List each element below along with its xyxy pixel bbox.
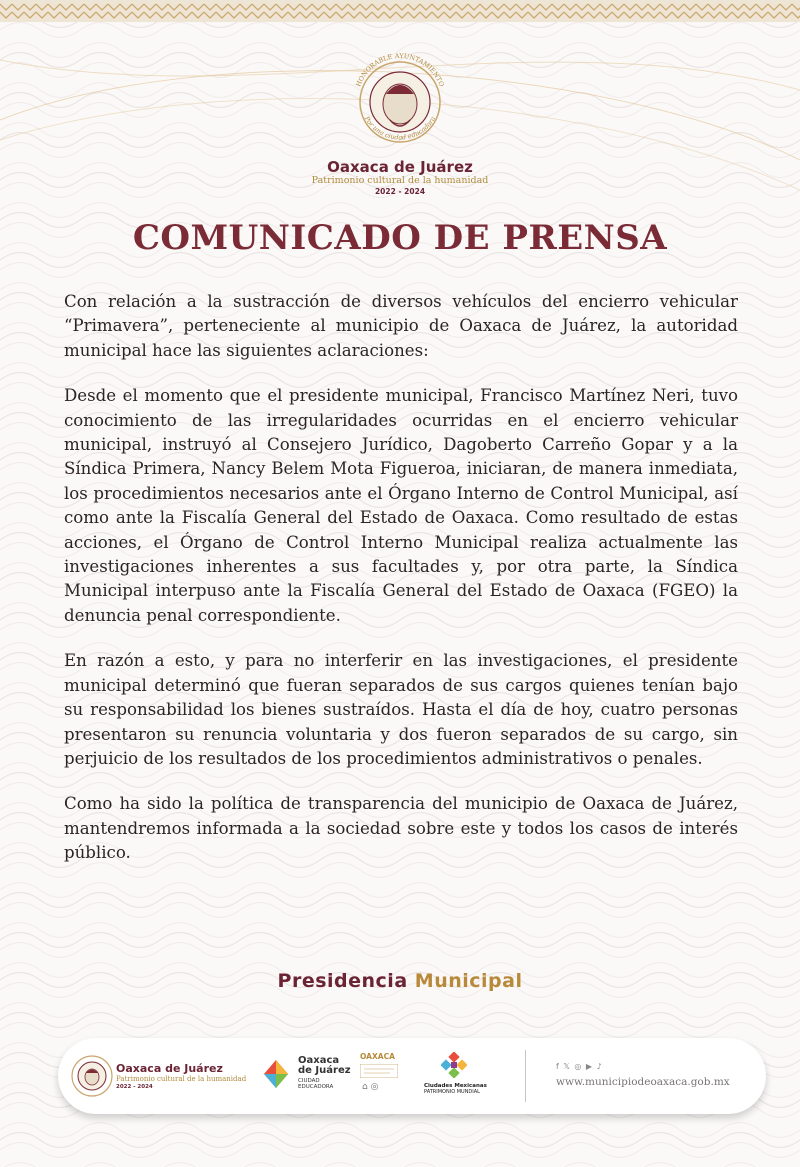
seal-ring-top-text: HONORABLE AYUNTAMIENTO: [354, 51, 446, 88]
seal-ring-bottom-text: Por una ciudad educadora: [362, 114, 438, 142]
educadora-line3: CIUDAD: [298, 1078, 320, 1084]
header-years: 2022 - 2024: [374, 187, 426, 196]
signature-part2: Municipal: [414, 970, 523, 992]
ciudades-mexicanas-line1: Ciudades Mexicanas: [424, 1083, 487, 1089]
paragraph: En razón a esto, y para no interferir en las investigaciones, el presidente municipal determinó que fueran separados de sus cargos quienes tenían bajo su responsabilidad los bienes sustraídos. Hasta el día de hoy, cuatro personas presentaron su renuncia voluntaria y dos fueron separados de su cargo, sin perjuicio de los resultados de los procedimientos administrativos o penales.: [64, 651, 738, 768]
unesco-title: OAXACA: [360, 1052, 395, 1061]
page-title: COMUNICADO DE PRENSA: [132, 218, 668, 258]
footer-city-name: Oaxaca de Juárez: [116, 1062, 223, 1075]
website-url-link[interactable]: www.municipiodeoaxaca.gob.mx: [556, 1076, 730, 1088]
paragraph: Desde el momento que el presidente municipal, Francisco Martínez Neri, tuvo conocimiento de las irregularidades ocurridas en el encierro vehicular municipal, instruyó al Consejero Jurídico, Dagoberto Carreño Gopar y a la Síndica Primera, Nancy Belem Mota Figueroa, iniciaran, de manera inmediata, los procedimientos necesarios ante el Órgano Interno de Control Municipal, así como ante la Fiscalía General del Estado de Oaxaca. Como resultado de estas acciones, el Órgano de Control Interno Municipal realiza actualmente las investigaciones inherentes a sus facultades y, por otra parte, la Síndica Municipal interpuso ante la Fiscalía General del Estado de Oaxaca (FGEO) la denuncia penal correspondiente.: [64, 386, 738, 625]
signature: [0, 970, 800, 992]
ciudad-educadora-logo-icon: [258, 1056, 294, 1092]
municipal-seal-icon: [340, 40, 460, 160]
educadora-line4: EDUCADORA: [298, 1084, 334, 1090]
signature-part1: Presidencia: [277, 970, 408, 992]
footer-years: 2022 - 2024: [116, 1084, 153, 1090]
paragraph: Como ha sido la política de transparencia del municipio de Oaxaca de Juárez, mantendremos informada a la sociedad sobre este y todos los casos de interés público.: [64, 794, 738, 863]
footer-divider: [525, 1050, 526, 1102]
social-media-icons[interactable]: f 𝕏 ◎ ▶ ♪: [556, 1062, 603, 1071]
educadora-line2: de Juárez: [298, 1065, 351, 1076]
header-city-name: Oaxaca de Juárez: [327, 158, 473, 176]
unesco-emblems-icon: ⌂ ◎: [362, 1082, 379, 1092]
unesco-heritage-icon: [360, 1064, 398, 1078]
footer-city-subtitle: Patrimonio cultural de la humanidad: [116, 1075, 247, 1083]
footer-logo-bar: [58, 1038, 766, 1114]
paragraph: Con relación a la sustracción de diversos vehículos del encierro vehicular “Primavera”, perteneciente al municipio de Oaxaca de Juárez, la autoridad municipal hace las siguientes aclaraciones:: [64, 292, 738, 360]
ciudades-mexicanas-line2: PATRIMONIO MUNDIAL: [424, 1089, 480, 1095]
header-city-subtitle: Patrimonio cultural de la humanidad: [311, 175, 489, 186]
educadora-line1: Oaxaca: [298, 1055, 340, 1066]
press-release-body: [64, 290, 738, 887]
footer-seal-icon: [70, 1054, 114, 1098]
decorative-top-band: [0, 0, 800, 22]
ciudades-mexicanas-logo-icon: [441, 1052, 467, 1078]
